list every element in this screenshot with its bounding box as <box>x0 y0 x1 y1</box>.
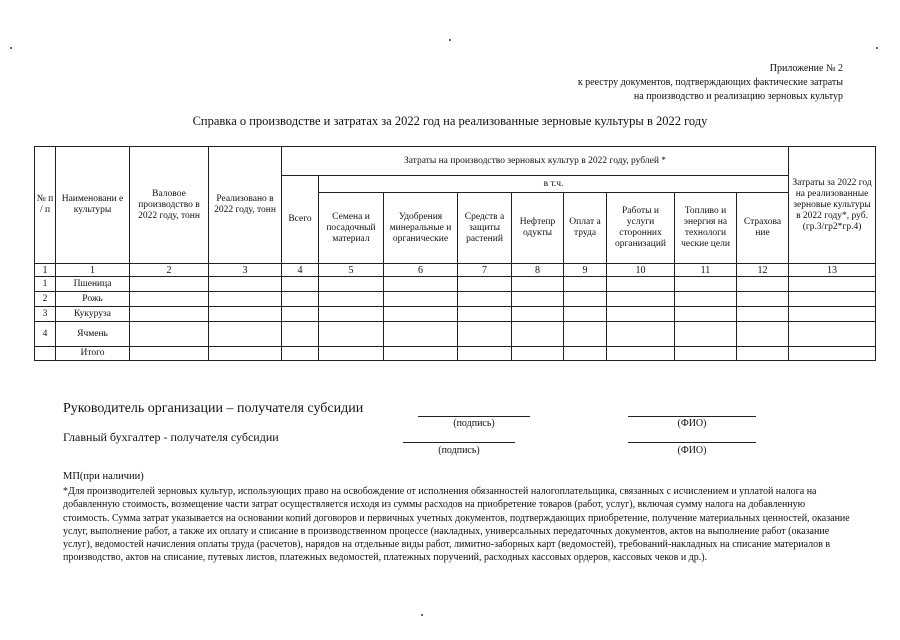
table-cell[interactable] <box>675 322 737 347</box>
header-col-labor: Оплат а труда <box>564 193 607 264</box>
table-cell[interactable] <box>607 277 675 292</box>
table-cell[interactable] <box>458 277 512 292</box>
table-cell[interactable] <box>789 322 876 347</box>
costs-table <box>34 146 876 361</box>
column-number: 3 <box>209 264 282 277</box>
table-cell[interactable] <box>384 307 458 322</box>
table-cell[interactable] <box>607 307 675 322</box>
header-col-services: Работы и услуги сторонних организаций <box>607 193 675 264</box>
header-sub-including: в т.ч. <box>319 176 789 193</box>
row-number: 1 <box>35 277 56 292</box>
table-cell[interactable] <box>458 347 512 361</box>
row-number: 4 <box>35 322 56 347</box>
table-cell[interactable] <box>458 322 512 347</box>
table-cell[interactable] <box>282 292 319 307</box>
table-cell[interactable] <box>209 347 282 361</box>
header-col-insurance: Страхова ние <box>737 193 789 264</box>
table-cell[interactable] <box>282 307 319 322</box>
column-number: 2 <box>130 264 209 277</box>
header-col-cost-per-ton: Затраты за 2022 год на реализованные зерновые культуры в 2022 году*, руб. (гр.3/гр2*гр.4) <box>789 147 876 264</box>
table-cell[interactable] <box>319 322 384 347</box>
appendix-subtitle-line2: на производство и реализацию зерновых культур <box>633 91 843 102</box>
table-cell[interactable] <box>130 307 209 322</box>
table-cell[interactable] <box>607 322 675 347</box>
table-cell[interactable] <box>607 347 675 361</box>
document-title: Справка о производстве и затратах за 2022 год на реализованные зерновые культуры в 2022 году <box>192 114 708 128</box>
column-number: 8 <box>512 264 564 277</box>
table-cell[interactable] <box>319 347 384 361</box>
table-cell[interactable] <box>564 292 607 307</box>
crop-name: Кукуруза <box>56 307 130 322</box>
header-col-gross-production: Валовое производство в 2022 году, тонн <box>130 147 209 264</box>
table-cell[interactable] <box>675 347 737 361</box>
table-cell[interactable] <box>130 277 209 292</box>
table-cell[interactable] <box>512 277 564 292</box>
table-cell[interactable] <box>458 292 512 307</box>
scan-speck <box>10 47 12 49</box>
table-cell[interactable] <box>319 277 384 292</box>
accountant-signature-caption: (подпись) <box>438 445 480 456</box>
scan-speck <box>876 47 878 49</box>
header-col-plant-protection: Средств а защиты растений <box>458 193 512 264</box>
table-cell[interactable] <box>789 307 876 322</box>
footnote: *Для производителей зерновых культур, использующих право на освобождение от исполнения обязанностей налогоплательщика, связанных с исчислением и уплатой налога на добавленную стоимость, возмещение части затрат осуществляется исходя из суммы расходов на приобретение товаров (работ, услуг), включая сумму налога на добавленную стоимость. Сумма затрат указывается на основании копий договоров и первичных учетных документов, подтверждающих приобретение, получение материальных ценностей, оказание услуг, выполнение работ, а также их оплату и списание в производственном процессе (накладных, универсальных передаточных документов, актов на выполнение работ (оказание услуг), ведомостей начисления оплаты труда (расчетов), нарядов на отдельные виды работ, лимитно-заборных карт (ведомостей), требований-накладных на списание материалов в производство, актов на списание, путевых листов, платежных ведомостей, платежных поручений, расходных кассовых ордеров, кассовых чеков и др.). <box>63 486 850 564</box>
accountant-name-caption: (ФИО) <box>677 445 707 456</box>
table-cell[interactable] <box>675 292 737 307</box>
table-cell <box>35 347 56 361</box>
table-cell[interactable] <box>512 322 564 347</box>
column-number: 1 <box>56 264 130 277</box>
header-col-fertilizers: Удобрения минеральные и органические <box>384 193 458 264</box>
table-cell[interactable] <box>512 347 564 361</box>
head-name-caption: (ФИО) <box>677 418 707 429</box>
table-cell[interactable] <box>675 307 737 322</box>
table-cell[interactable] <box>282 277 319 292</box>
header-col-oil-products: Нефтепр одукты <box>512 193 564 264</box>
table-cell[interactable] <box>607 292 675 307</box>
table-cell[interactable] <box>130 292 209 307</box>
table-cell[interactable] <box>737 322 789 347</box>
column-number: 12 <box>737 264 789 277</box>
accountant-name-line[interactable] <box>628 442 756 443</box>
head-name-line[interactable] <box>628 416 756 417</box>
table-cell[interactable] <box>564 277 607 292</box>
head-signature-caption: (подпись) <box>453 418 495 429</box>
column-number: 4 <box>282 264 319 277</box>
accountant-signature-line[interactable] <box>403 442 515 443</box>
total-label: Итого <box>56 347 130 361</box>
table-cell[interactable] <box>319 307 384 322</box>
appendix-subtitle-line1: к реестру документов, подтверждающих фактические затраты <box>577 77 843 88</box>
table-cell[interactable] <box>130 322 209 347</box>
chief-accountant-label: Главный бухгалтер - получателя субсидии <box>63 430 279 444</box>
header-col-fuel-energy: Топливо и энергия на технологи ческие цели <box>675 193 737 264</box>
table-cell[interactable] <box>282 347 319 361</box>
table-cell[interactable] <box>789 277 876 292</box>
table-cell[interactable] <box>737 307 789 322</box>
column-number: 10 <box>607 264 675 277</box>
header-col-crop-name: Наименовани е культуры <box>56 147 130 264</box>
column-number: 11 <box>675 264 737 277</box>
table-cell[interactable] <box>209 307 282 322</box>
table-cell[interactable] <box>737 292 789 307</box>
header-col-total: Всего <box>282 176 319 264</box>
table-cell[interactable] <box>458 307 512 322</box>
scan-speck <box>449 39 451 41</box>
table-cell[interactable] <box>209 277 282 292</box>
table-cell[interactable] <box>564 347 607 361</box>
header-col-sold: Реализовано в 2022 году, тонн <box>209 147 282 264</box>
column-number: 7 <box>458 264 512 277</box>
stamp-place-label: МП(при наличии) <box>63 471 144 482</box>
table-cell[interactable] <box>564 322 607 347</box>
head-of-organization-label: Руководитель организации – получателя субсидии <box>63 401 364 416</box>
column-number: 13 <box>789 264 876 277</box>
table-cell[interactable] <box>789 347 876 361</box>
header-col-seeds: Семена и посадочный материал <box>319 193 384 264</box>
crop-name: Пшеница <box>56 277 130 292</box>
crop-name: Рожь <box>56 292 130 307</box>
header-group-costs: Затраты на производство зерновых культур в 2022 году, рублей * <box>282 147 789 176</box>
row-number: 2 <box>35 292 56 307</box>
table-cell[interactable] <box>384 292 458 307</box>
table-cell[interactable] <box>319 292 384 307</box>
column-number: 5 <box>319 264 384 277</box>
table-cell[interactable] <box>512 307 564 322</box>
scan-speck <box>421 614 423 616</box>
column-number: 1 <box>35 264 56 277</box>
column-number: 9 <box>564 264 607 277</box>
table-cell[interactable] <box>737 277 789 292</box>
table-cell[interactable] <box>209 322 282 347</box>
table-cell[interactable] <box>675 277 737 292</box>
table-cell[interactable] <box>564 307 607 322</box>
appendix-title: Приложение № 2 <box>769 63 843 74</box>
table-cell[interactable] <box>512 292 564 307</box>
table-cell[interactable] <box>384 322 458 347</box>
table-cell[interactable] <box>789 292 876 307</box>
table-cell[interactable] <box>130 347 209 361</box>
table-cell[interactable] <box>209 292 282 307</box>
table-cell[interactable] <box>384 277 458 292</box>
crop-name: Ячмень <box>56 322 130 347</box>
head-signature-line[interactable] <box>418 416 530 417</box>
table-cell[interactable] <box>282 322 319 347</box>
header-col-number: № п / п <box>35 147 56 264</box>
row-number: 3 <box>35 307 56 322</box>
table-cell[interactable] <box>737 347 789 361</box>
column-number: 6 <box>384 264 458 277</box>
table-cell[interactable] <box>384 347 458 361</box>
